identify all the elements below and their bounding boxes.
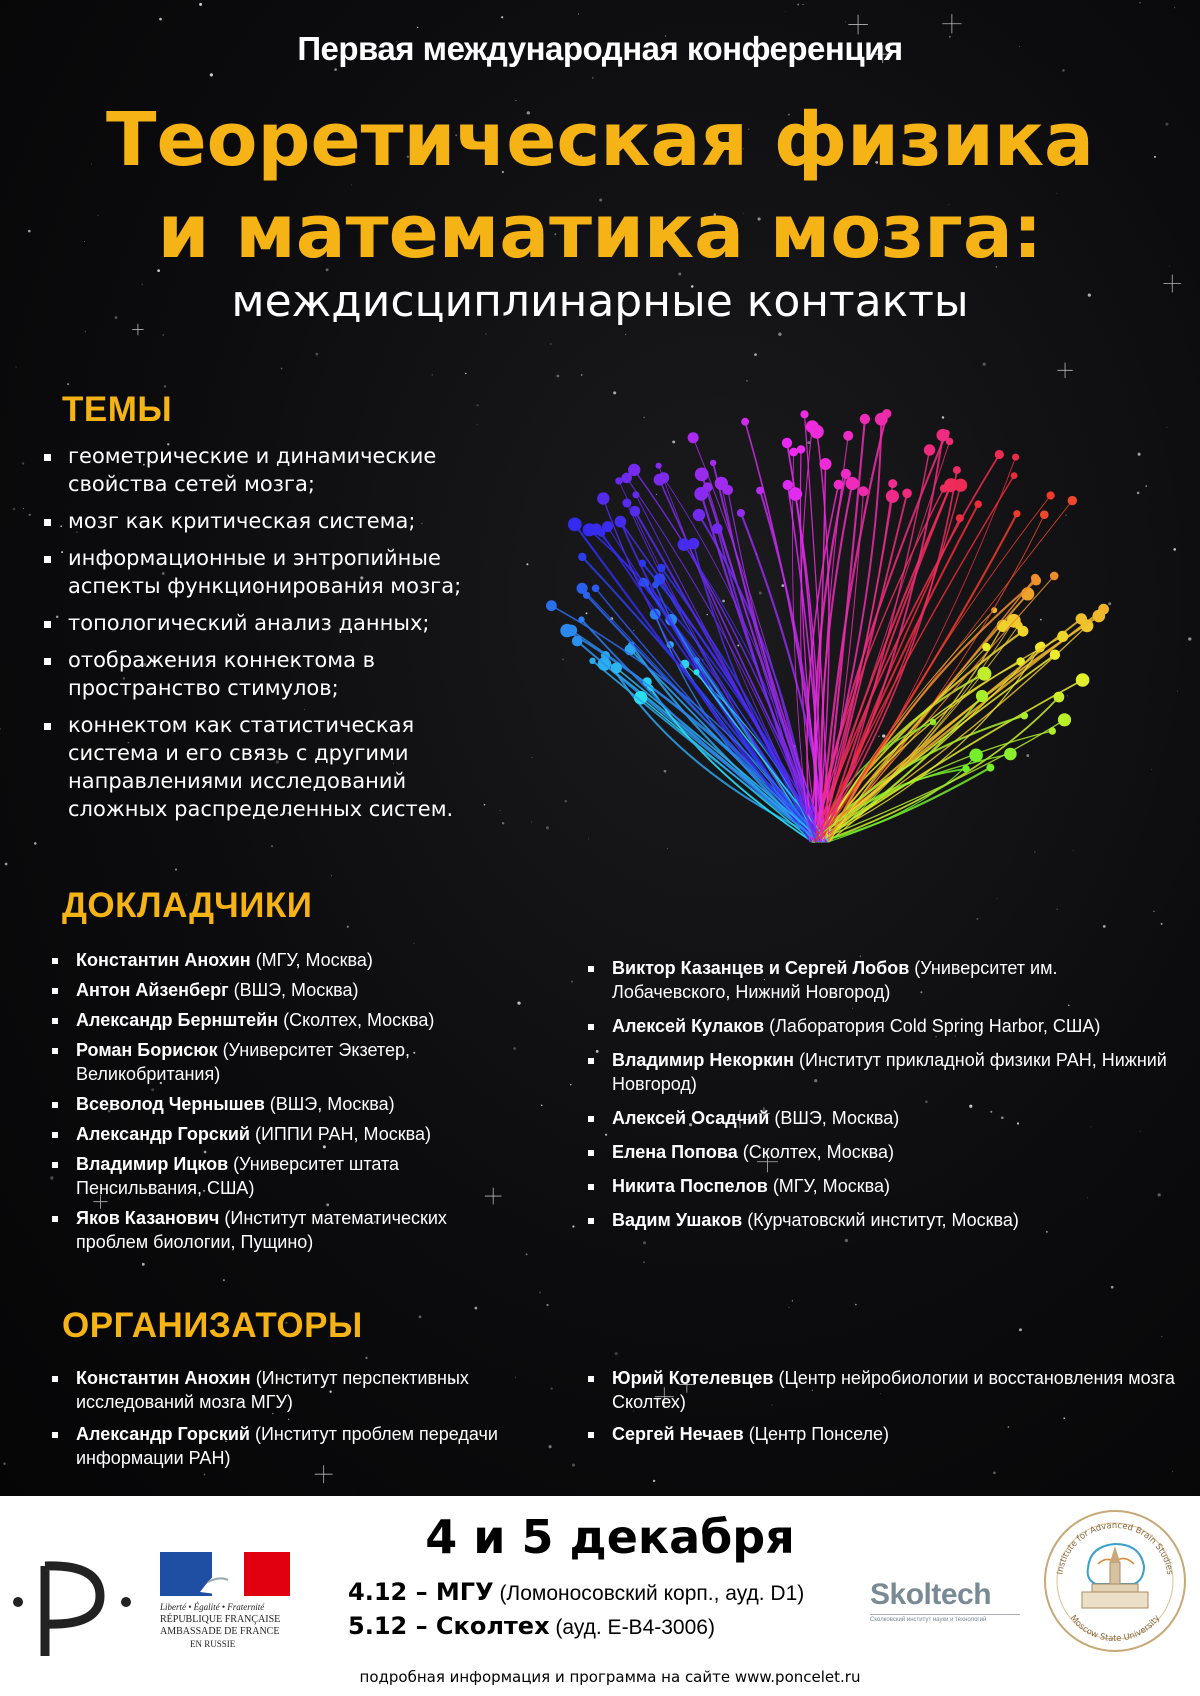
venue-day2-location: (ауд. E-B4-3006) [549,1616,715,1639]
speaker-name: Владимир Ицков [76,1154,229,1174]
speaker-item [44,1122,514,1146]
topics-heading: ТЕМЫ [62,390,173,429]
speaker-affiliation: (Курчатовский институт, Москва) [742,1210,1019,1230]
speaker-affiliation: (Университет штата Пенсильвания, США) [76,1154,400,1198]
skoltech-logo [870,1578,1020,1623]
topic-item: геометрические и динамические свойства сетей мозга; [38,442,508,498]
organizer-item [44,1366,514,1414]
brain-network-illustration [520,392,1140,852]
speaker-affiliation: (Сколтех, Москва) [278,1010,435,1030]
french-flag-icon [160,1552,290,1596]
speaker-affiliation: (Университет им. Лобачевского, Нижний Новгород) [612,958,1058,1002]
organizers-list-right [580,1366,1180,1454]
speaker-affiliation: (ВШЭ, Москва) [264,1094,395,1114]
organizer-affiliation: (Центр Понселе) [743,1424,890,1444]
french-embassy-logo [160,1552,290,1650]
speaker-name: Никита Поспелов [612,1176,768,1196]
speaker-affiliation: (МГУ, Москва) [767,1176,891,1196]
french-embassy-label: AMBASSADE DE FRANCE [160,1626,280,1637]
speaker-item [580,956,1180,1004]
speaker-name: Всеволод Чернышев [76,1094,265,1114]
french-republic-label: RÉPUBLIQUE FRANÇAISE [160,1614,281,1625]
speaker-name: Алексей Кулаков [612,1016,765,1036]
speaker-item [44,1038,514,1086]
speakers-list-left [44,948,514,1260]
french-motto: Liberté • Égalité • Fraternité [160,1602,265,1612]
skoltech-subtitle: Сколковский институт науки и технологий [870,1614,1020,1623]
organizer-name: Константин Анохин [76,1368,251,1388]
organizer-item [580,1366,1180,1414]
poncelet-logo-dot [121,1597,131,1607]
speaker-item [580,1174,1180,1198]
skoltech-wordmark: Skoltech [870,1578,992,1611]
website-info: подробная информация и программа на сайте www.poncelet.ru [359,1668,861,1686]
speaker-item [44,978,514,1002]
conference-subtitle: Первая международная конференция [297,30,903,67]
speaker-item [580,1014,1180,1038]
speaker-item [44,1092,514,1116]
topic-item: коннектом как статистическая система и его связь с другими направлениями исследований сложных распределенных систем. [38,711,508,823]
poncelet-logo-dot [13,1597,23,1607]
speaker-name: Александр Горский [76,1124,250,1144]
iabs-seal-top-text: Institute for Advanced Brain Studies [1055,1520,1175,1576]
speaker-item [580,1048,1180,1096]
speaker-item [580,1106,1180,1130]
organizers-list-left [44,1366,514,1478]
speaker-item [580,1208,1180,1232]
organizer-affiliation: (Институт проблем передачи информации РАН) [76,1424,498,1468]
speakers-list-right [580,956,1180,1242]
speaker-affiliation: (ИППИ РАН, Москва) [249,1124,431,1144]
speaker-item [44,1206,514,1254]
organizer-name: Александр Горский [76,1424,250,1444]
venue-day2-label: 5.12 – Сколтех [348,1612,550,1640]
speaker-affiliation: (ВШЭ, Москва) [228,980,359,1000]
speaker-name: Антон Айзенберг [76,980,229,1000]
poncelet-logo-letter [45,1566,100,1656]
speaker-item [44,1152,514,1200]
speaker-name: Елена Попова [612,1142,738,1162]
speaker-name: Владимир Некоркин [612,1050,795,1070]
organizer-item [44,1422,514,1470]
organizer-name: Юрий Котелевцев [612,1368,774,1388]
poncelet-logo [0,1544,150,1664]
organizer-affiliation: (Институт перспективных исследований мозга МГУ) [76,1368,469,1412]
venue-day1-label: 4.12 – МГУ [348,1578,494,1606]
iabs-msu-seal [1040,1506,1190,1656]
speaker-name: Вадим Ушаков [612,1210,743,1230]
organizer-affiliation: (Центр нейробиологии и восстановления мозга Сколтех) [612,1368,1175,1412]
event-dates: 4 и 5 декабря [425,1510,795,1564]
speaker-name: Яков Казанович [76,1208,220,1228]
speaker-item [44,948,514,972]
speaker-affiliation: (Институт математических проблем биологии, Пущино) [76,1208,447,1252]
title-line-2: и математика мозга: [157,189,1043,275]
speakers-heading: ДОКЛАДЧИКИ [62,886,313,925]
speaker-name: Алексей Осадчий [612,1108,770,1128]
topic-item: информационные и энтропийные аспекты функционирования мозга; [38,544,508,600]
speaker-affiliation: (Университет Экзетер, Великобритания) [76,1040,410,1084]
topic-item: мозг как критическая система; [38,507,508,535]
topic-item: отображения коннектома в пространство стимулов; [38,646,508,702]
speaker-affiliation: (Лаборатория Cold Spring Harbor, США) [764,1016,1101,1036]
venue-day1-location: (Ломоносовский корп., ауд. D1) [493,1582,805,1605]
topic-item: топологический анализ данных; [38,609,508,637]
speaker-name: Роман Борисюк [76,1040,218,1060]
speaker-item [580,1140,1180,1164]
french-embassy-country: EN RUSSIE [190,1639,236,1649]
venue-day1 [348,1578,804,1606]
speaker-affiliation: (Сколтех, Москва) [737,1142,895,1162]
conference-title [0,94,1200,278]
organizers-heading: ОРГАНИЗАТОРЫ [62,1306,363,1345]
speaker-affiliation: (Институт прикладной физики РАН, Нижний Новгород) [612,1050,1167,1094]
organizer-name: Сергей Нечаев [612,1424,744,1444]
conference-tagline: междисциплинарные контакты [231,276,969,327]
speaker-item [44,1008,514,1032]
topics-list [38,442,508,832]
iabs-seal-bottom-text: Moscow State University [1067,1613,1163,1645]
venue-day2 [348,1612,715,1640]
speaker-name: Виктор Казанцев и Сергей Лобов [612,958,910,978]
footer [0,1496,1200,1696]
speaker-name: Александр Бернштейн [76,1010,279,1030]
speaker-name: Константин Анохин [76,950,251,970]
speaker-affiliation: (ВШЭ, Москва) [769,1108,900,1128]
organizer-item [580,1422,1180,1446]
title-line-1: Теоретическая физика [106,97,1094,183]
speaker-affiliation: (МГУ, Москва) [250,950,373,970]
